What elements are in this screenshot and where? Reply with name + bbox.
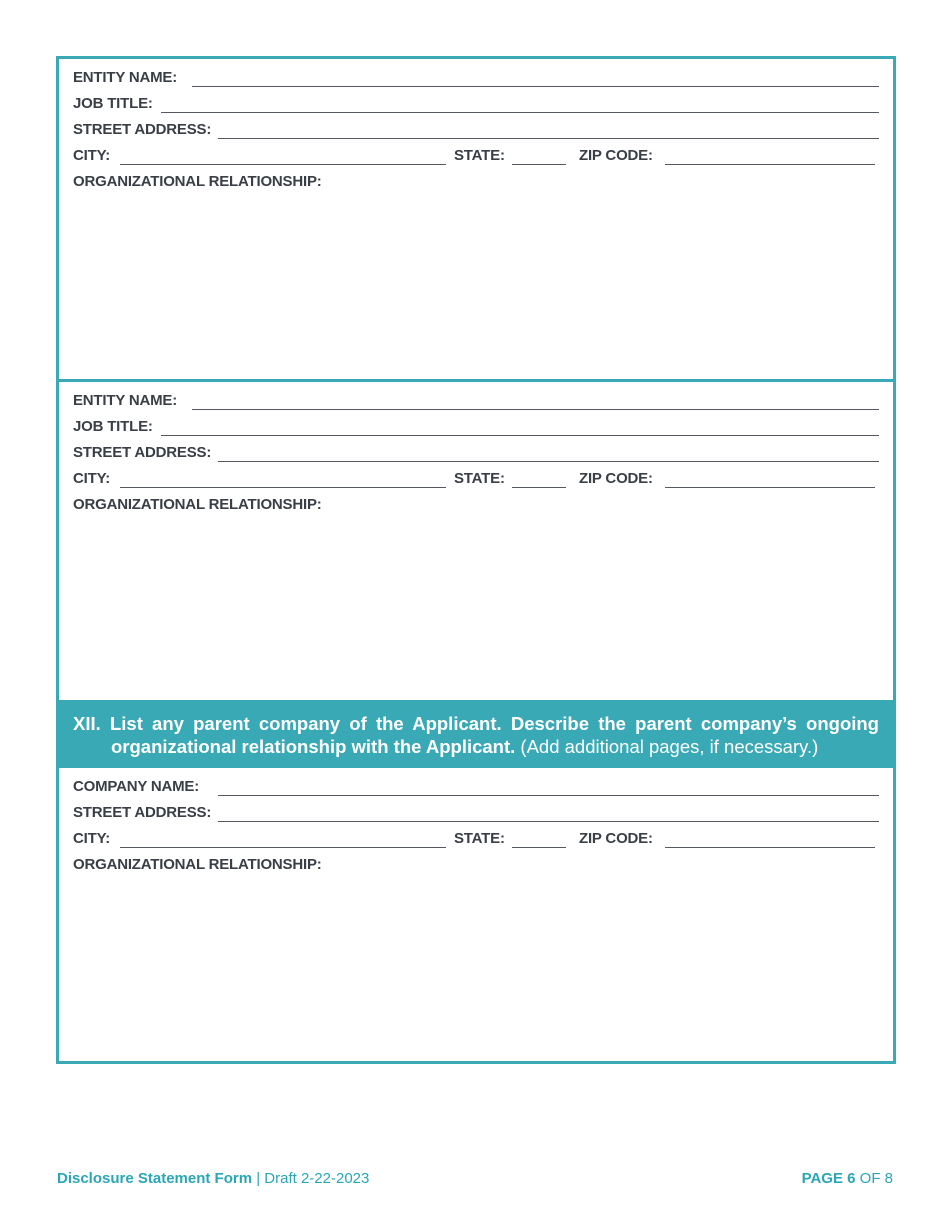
company-name-row	[73, 778, 879, 798]
street-address-label: STREET ADDRESS:	[73, 444, 212, 461]
org-relationship-area[interactable]	[73, 882, 879, 1052]
state-field[interactable]	[512, 164, 566, 165]
state-field[interactable]	[512, 487, 566, 488]
entity-name-field[interactable]	[192, 86, 879, 87]
job-title-label: JOB TITLE:	[73, 95, 153, 112]
job-title-field[interactable]	[161, 435, 879, 436]
entity-block-2	[59, 382, 893, 700]
zip-label: ZIP CODE:	[579, 147, 653, 164]
street-address-field[interactable]	[218, 138, 879, 139]
city-field[interactable]	[120, 847, 446, 848]
section-xii-subtitle	[73, 735, 879, 758]
job-title-field[interactable]	[161, 112, 879, 113]
entity-block-1	[59, 59, 893, 379]
footer-form-title: Disclosure Statement Form	[57, 1170, 253, 1187]
state-label: STATE:	[454, 147, 505, 164]
org-relationship-area[interactable]	[73, 522, 879, 692]
footer-page-total: OF 8	[855, 1170, 893, 1187]
entity-name-row	[73, 69, 879, 89]
company-name-label: COMPANY NAME:	[73, 778, 200, 795]
zip-field[interactable]	[665, 487, 875, 488]
section-xii-subtitle-bold: organizational relationship with the Applicant.	[111, 736, 516, 757]
city-label: CITY:	[73, 147, 111, 164]
entity-name-row	[73, 392, 879, 412]
footer-left	[57, 1170, 369, 1187]
street-address-field[interactable]	[218, 461, 879, 462]
org-relationship-label: ORGANIZATIONAL RELATIONSHIP:	[73, 496, 322, 513]
zip-label: ZIP CODE:	[579, 830, 653, 847]
zip-field[interactable]	[665, 164, 875, 165]
street-address-row	[73, 121, 879, 141]
state-label: STATE:	[454, 830, 505, 847]
street-address-label: STREET ADDRESS:	[73, 804, 212, 821]
footer-page-current: PAGE 6	[801, 1170, 856, 1187]
city-field[interactable]	[120, 164, 446, 165]
job-title-row	[73, 418, 879, 438]
footer-separator: |	[252, 1170, 265, 1187]
org-relationship-row	[73, 173, 879, 193]
job-title-row	[73, 95, 879, 115]
city-state-zip-row	[73, 830, 879, 850]
page-footer	[57, 1170, 893, 1187]
state-label: STATE:	[454, 470, 505, 487]
org-relationship-row	[73, 496, 879, 516]
footer-page-number	[802, 1170, 893, 1187]
city-field[interactable]	[120, 487, 446, 488]
org-relationship-area[interactable]	[73, 199, 879, 369]
zip-label: ZIP CODE:	[579, 470, 653, 487]
street-address-label: STREET ADDRESS:	[73, 121, 212, 138]
zip-field[interactable]	[665, 847, 875, 848]
section-xii-header	[59, 700, 893, 768]
form-frame	[56, 56, 896, 1064]
entity-name-field[interactable]	[192, 409, 879, 410]
org-relationship-label: ORGANIZATIONAL RELATIONSHIP:	[73, 173, 322, 190]
street-address-field[interactable]	[218, 821, 879, 822]
company-name-field[interactable]	[218, 795, 879, 796]
street-address-row	[73, 804, 879, 824]
parent-company-block	[59, 768, 893, 1061]
section-xii-note: (Add additional pages, if necessary.)	[515, 736, 819, 757]
job-title-label: JOB TITLE:	[73, 418, 153, 435]
org-relationship-label: ORGANIZATIONAL RELATIONSHIP:	[73, 856, 322, 873]
entity-name-label: ENTITY NAME:	[73, 392, 177, 409]
city-state-zip-row	[73, 470, 879, 490]
street-address-row	[73, 444, 879, 464]
org-relationship-row	[73, 856, 879, 876]
city-label: CITY:	[73, 470, 111, 487]
entity-name-label: ENTITY NAME:	[73, 69, 177, 86]
footer-draft: Draft 2-22-2023	[264, 1170, 370, 1187]
state-field[interactable]	[512, 847, 566, 848]
city-state-zip-row	[73, 147, 879, 167]
city-label: CITY:	[73, 830, 111, 847]
section-xii-title: XII. List any parent company of the Applicant. Describe the parent company’s ongoing	[73, 713, 879, 734]
